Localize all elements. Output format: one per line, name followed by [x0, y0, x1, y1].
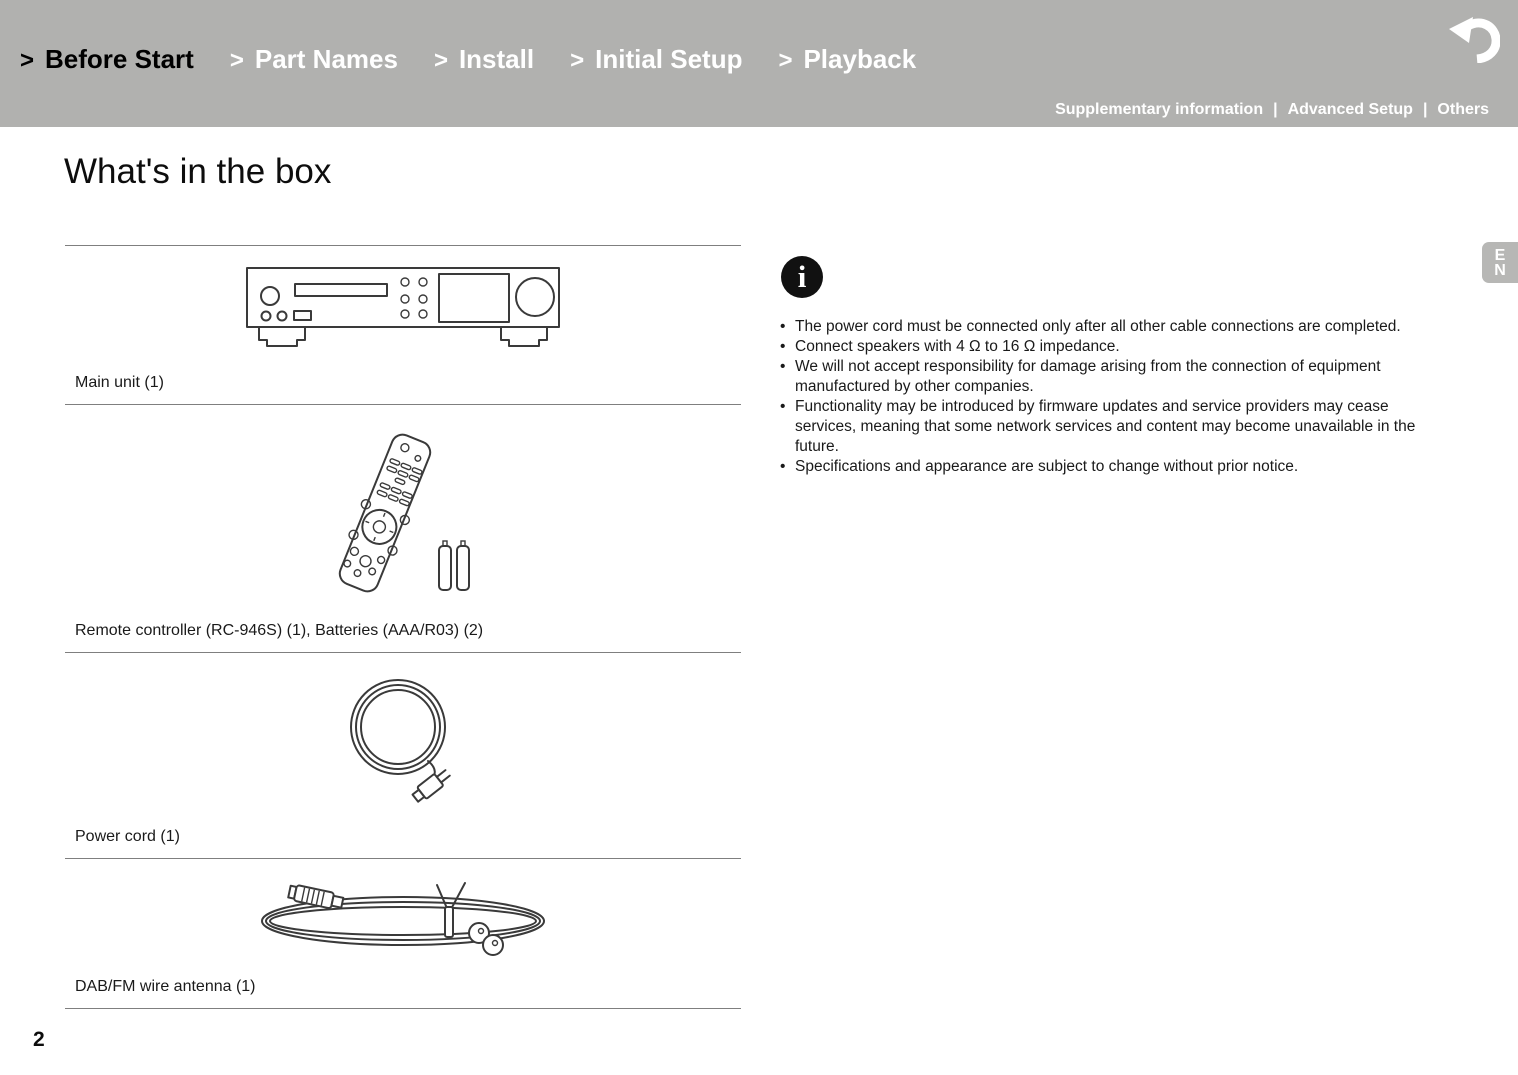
note-item	[780, 457, 1448, 477]
chevron-icon: >	[570, 47, 585, 74]
page-number: 2	[33, 1028, 45, 1051]
nav-item-part-names[interactable]	[230, 44, 398, 75]
nav-item-before-start[interactable]	[20, 44, 194, 75]
box-item-antenna	[65, 858, 741, 1008]
note-text: The power cord must be connected only after all other cable connections are completed.	[795, 318, 1401, 335]
language-tab-en[interactable]	[1482, 242, 1518, 283]
notes-list	[780, 317, 1448, 477]
box-item-power-cord	[65, 652, 741, 858]
nav-label: Install	[458, 44, 535, 74]
link-supplementary-information[interactable]: Supplementary information	[1055, 101, 1264, 118]
note-text: Connect speakers with 4 Ω to 16 Ω impedance.	[795, 338, 1120, 355]
note-item	[780, 317, 1448, 337]
bullet-icon: •	[780, 398, 786, 415]
note-item	[780, 397, 1448, 457]
box-contents-list	[65, 245, 741, 1009]
note-text: Functionality may be introduced by firmware updates and service providers may cease services, meaning that some network services and content may become unavailable in the future.	[795, 398, 1416, 455]
nav-label: Part Names	[254, 44, 398, 74]
main-unit-illustration	[65, 246, 741, 374]
language-tab-letter: N	[1494, 261, 1506, 279]
dab-fm-antenna-illustration	[65, 859, 741, 978]
note-item	[780, 357, 1448, 397]
box-item-main-unit	[65, 245, 741, 404]
separator: |	[1422, 101, 1428, 118]
bullet-icon: •	[780, 338, 786, 355]
box-item-remote	[65, 404, 741, 652]
note-text: We will not accept responsibility for damage arising from the connection of equipment manufactured by other companies.	[795, 358, 1381, 395]
box-item-label: Power cord (1)	[75, 828, 180, 845]
divider	[65, 1008, 741, 1009]
notes-panel	[780, 256, 1448, 477]
bullet-icon: •	[780, 358, 786, 375]
language-tab-letter: E	[1494, 246, 1506, 264]
return-arrow-icon[interactable]	[1446, 15, 1500, 63]
chevron-icon: >	[778, 47, 793, 74]
link-others[interactable]: Others	[1437, 101, 1489, 118]
remote-controller-batteries-illustration	[65, 405, 741, 622]
note-text: Specifications and appearance are subject to change without prior notice.	[795, 458, 1299, 475]
info-icon-glyph: i	[797, 259, 807, 294]
nav-label: Before Start	[45, 44, 194, 74]
separator: |	[1273, 101, 1278, 118]
nav-label: Initial Setup	[595, 44, 743, 74]
page-title: What's in the box	[64, 152, 332, 191]
nav-label: Playback	[803, 44, 917, 74]
bullet-icon: •	[780, 318, 786, 335]
chevron-icon: >	[433, 47, 448, 74]
nav-item-initial-setup[interactable]	[570, 44, 742, 75]
secondary-nav	[1055, 101, 1489, 119]
box-item-label: DAB/FM wire antenna (1)	[75, 978, 256, 995]
main-nav	[20, 44, 916, 75]
chevron-icon: >	[20, 47, 35, 74]
box-item-label: Remote controller (RC-946S) (1), Batteries (AAA/R03) (2)	[75, 622, 484, 639]
box-item-label: Main unit (1)	[75, 374, 164, 391]
nav-item-install[interactable]	[434, 44, 534, 75]
note-item	[780, 337, 1448, 357]
bullet-icon: •	[780, 458, 786, 475]
power-cord-illustration	[65, 653, 741, 828]
chevron-icon: >	[229, 47, 244, 74]
nav-item-playback[interactable]	[778, 44, 916, 75]
header-bar	[0, 0, 1518, 127]
link-advanced-setup[interactable]: Advanced Setup	[1287, 101, 1413, 118]
info-icon	[781, 256, 823, 298]
